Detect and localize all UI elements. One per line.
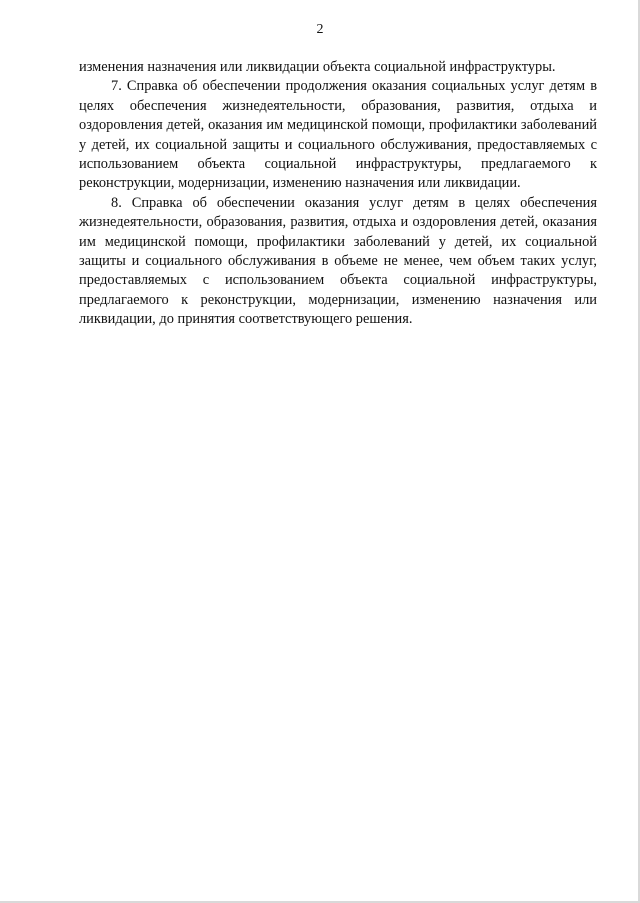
page-number: 2 [316, 22, 324, 37]
paragraph-item-7: 7. Справка об обеспечении продолжения оказания социальных услуг детям в целях обеспечения жизнедеятельности, образования, развития, отдыха и оздоровления детей, оказания им медицинской помощи, профилактики заболеваний у детей, их социальной защиты и социального обслуживания, предоставляемых с использованием объекта социальной инфраструктуры, предлагаемого к реконструкции, модернизации, изменению назначения или ликвидации. [79, 78, 597, 192]
paragraph-continuation: изменения назначения или ликвидации объекта социальной инфраструктуры. [79, 59, 556, 75]
document-body [79, 58, 597, 330]
paragraph-item-8: 8. Справка об обеспечении оказания услуг детям в целях обеспечения жизнедеятельности, образования, развития, отдыха и оздоровления детей, оказания им медицинской помощи, профилактики заболеваний у детей, их социальной защиты и социального обслуживания в объеме не менее, чем объем таких услуг, предоставляемых с использованием объекта социальной инфраструктуры, предлагаемого к реконструкции, модернизации, изменению назначения или ликвидации, до принятия соответствующего решения. [79, 194, 597, 328]
